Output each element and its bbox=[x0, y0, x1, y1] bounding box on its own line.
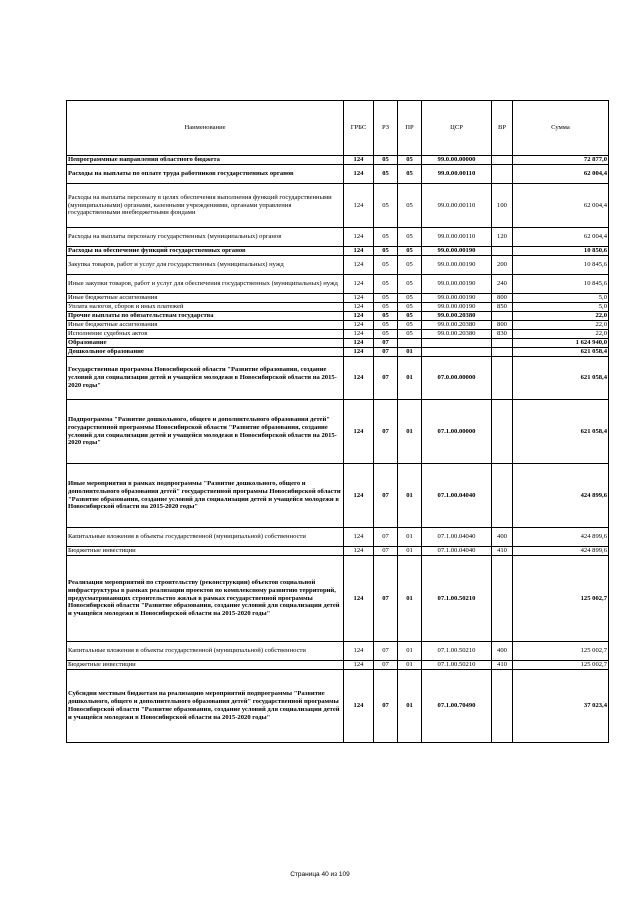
row-name: Подпрограмма "Развитие дошкольного, общего и дополнительного образования детей" государственной программы Новосибирской области "Развитие образования, создание условий для социализации детей и учащейся молодежи в Новосибирской области на 2015-2020 годы" bbox=[67, 400, 344, 464]
row-csr: 99.0.00.00110 bbox=[422, 184, 492, 228]
row-name: Капитальные вложения в объекты государственной (муниципальной) собственности bbox=[67, 642, 344, 661]
row-pr: 01 bbox=[398, 400, 422, 464]
row-vr bbox=[492, 339, 513, 348]
row-pr: 01 bbox=[398, 547, 422, 556]
row-sum: 22,0 bbox=[513, 321, 609, 330]
row-grbs: 124 bbox=[344, 528, 374, 547]
row-name: Капитальные вложения в объекты государственной (муниципальной) собственности bbox=[67, 528, 344, 547]
row-rz: 05 bbox=[374, 184, 398, 228]
row-name: Иные бюджетные ассигнования bbox=[67, 294, 344, 303]
row-rz: 07 bbox=[374, 357, 398, 400]
row-pr: 01 bbox=[398, 661, 422, 670]
row-sum: 621 058,4 bbox=[513, 348, 609, 357]
row-grbs: 124 bbox=[344, 294, 374, 303]
row-name: Образование bbox=[67, 339, 344, 348]
row-csr: 99.0.00.20380 bbox=[422, 321, 492, 330]
row-rz: 07 bbox=[374, 556, 398, 642]
row-rz: 07 bbox=[374, 464, 398, 528]
row-vr bbox=[492, 165, 513, 184]
row-vr: 410 bbox=[492, 547, 513, 556]
row-vr: 120 bbox=[492, 228, 513, 247]
row-grbs: 124 bbox=[344, 312, 374, 321]
row-name: Субсидии местным бюджетам на реализацию мероприятий подпрограммы "Развитие дошкольного, общего и дополнительного образования детей" государственной программы Новосибирской области "Развитие образования, создание условий для социализации детей и учащейся молодежи в Новосибирской области на 2015-2020 годы" bbox=[67, 670, 344, 743]
row-vr: 400 bbox=[492, 528, 513, 547]
row-csr: 07.1.00.00000 bbox=[422, 400, 492, 464]
row-name: Уплата налогов, сборов и иных платежей bbox=[67, 303, 344, 312]
row-csr bbox=[422, 348, 492, 357]
row-grbs: 124 bbox=[344, 228, 374, 247]
row-vr bbox=[492, 156, 513, 165]
row-pr: 05 bbox=[398, 321, 422, 330]
row-pr: 05 bbox=[398, 294, 422, 303]
row-sum: 10 845,6 bbox=[513, 275, 609, 294]
row-name: Бюджетные инвестиции bbox=[67, 661, 344, 670]
row-grbs: 124 bbox=[344, 303, 374, 312]
row-rz: 05 bbox=[374, 228, 398, 247]
row-sum: 10 845,6 bbox=[513, 256, 609, 275]
row-rz: 05 bbox=[374, 256, 398, 275]
row-pr: 05 bbox=[398, 303, 422, 312]
row-rz: 05 bbox=[374, 156, 398, 165]
row-pr: 01 bbox=[398, 670, 422, 743]
row-rz: 05 bbox=[374, 294, 398, 303]
row-name: Расходы на обеспечение функций государственных органов bbox=[67, 247, 344, 256]
table-row bbox=[67, 400, 609, 464]
row-pr: 01 bbox=[398, 348, 422, 357]
row-sum: 621 058,4 bbox=[513, 400, 609, 464]
row-sum: 5,0 bbox=[513, 303, 609, 312]
row-pr: 05 bbox=[398, 184, 422, 228]
table-row bbox=[67, 228, 609, 247]
row-name: Иные бюджетные ассигнования bbox=[67, 321, 344, 330]
row-csr: 07.1.00.50210 bbox=[422, 661, 492, 670]
row-name: Непрограммные направления областного бюджета bbox=[67, 156, 344, 165]
row-sum: 22,0 bbox=[513, 312, 609, 321]
row-csr: 99.0.00.00190 bbox=[422, 294, 492, 303]
row-name: Иные закупки товаров, работ и услуг для обеспечения государственных (муниципальных) нужд bbox=[67, 275, 344, 294]
row-vr: 410 bbox=[492, 661, 513, 670]
header-grbs: ГРБС bbox=[344, 101, 374, 156]
row-sum: 62 004,4 bbox=[513, 165, 609, 184]
table-row bbox=[67, 247, 609, 256]
row-rz: 05 bbox=[374, 321, 398, 330]
row-grbs: 124 bbox=[344, 556, 374, 642]
row-sum: 37 023,4 bbox=[513, 670, 609, 743]
row-grbs: 124 bbox=[344, 156, 374, 165]
table-row bbox=[67, 528, 609, 547]
row-rz: 07 bbox=[374, 339, 398, 348]
row-grbs: 124 bbox=[344, 256, 374, 275]
row-rz: 07 bbox=[374, 547, 398, 556]
table-row bbox=[67, 330, 609, 339]
table-row bbox=[67, 312, 609, 321]
row-pr bbox=[398, 339, 422, 348]
row-name: Бюджетные инвестиции bbox=[67, 547, 344, 556]
row-sum: 621 058,4 bbox=[513, 357, 609, 400]
row-name: Прочие выплаты по обязательствам государства bbox=[67, 312, 344, 321]
row-rz: 05 bbox=[374, 165, 398, 184]
row-sum: 1 624 940,0 bbox=[513, 339, 609, 348]
row-grbs: 124 bbox=[344, 275, 374, 294]
row-name: Расходы на выплаты по оплате труда работников государственных органов bbox=[67, 165, 344, 184]
table-row bbox=[67, 275, 609, 294]
row-grbs: 124 bbox=[344, 247, 374, 256]
row-vr bbox=[492, 464, 513, 528]
table-row bbox=[67, 547, 609, 556]
row-vr bbox=[492, 670, 513, 743]
row-pr: 05 bbox=[398, 165, 422, 184]
table-row bbox=[67, 670, 609, 743]
table-row bbox=[67, 294, 609, 303]
row-csr: 07.1.00.50210 bbox=[422, 642, 492, 661]
header-csr: ЦСР bbox=[422, 101, 492, 156]
row-sum: 125 002,7 bbox=[513, 661, 609, 670]
row-rz: 07 bbox=[374, 528, 398, 547]
row-rz: 07 bbox=[374, 348, 398, 357]
row-pr: 05 bbox=[398, 256, 422, 275]
row-rz: 05 bbox=[374, 247, 398, 256]
row-grbs: 124 bbox=[344, 400, 374, 464]
row-rz: 05 bbox=[374, 312, 398, 321]
row-grbs: 124 bbox=[344, 642, 374, 661]
row-csr: 99.0.00.00110 bbox=[422, 228, 492, 247]
table-row bbox=[67, 642, 609, 661]
row-csr: 99.0.00.00190 bbox=[422, 247, 492, 256]
row-csr: 07.0.00.00000 bbox=[422, 357, 492, 400]
row-sum: 22,0 bbox=[513, 330, 609, 339]
row-sum: 10 850,6 bbox=[513, 247, 609, 256]
row-rz: 07 bbox=[374, 670, 398, 743]
row-grbs: 124 bbox=[344, 348, 374, 357]
row-csr: 07.1.00.04040 bbox=[422, 528, 492, 547]
row-rz: 07 bbox=[374, 661, 398, 670]
header-pr: ПР bbox=[398, 101, 422, 156]
row-csr: 99.0.00.00000 bbox=[422, 156, 492, 165]
row-csr: 07.1.00.50210 bbox=[422, 556, 492, 642]
row-name: Иные мероприятия в рамках подпрограммы "Развитие дошкольного, общего и дополнительного образования детей" государственной программы Новосибирской области "Развитие образования, создание условий для социализации детей и учащейся молодежи в Новосибирской области на 2015-2020 годы" bbox=[67, 464, 344, 528]
row-grbs: 124 bbox=[344, 165, 374, 184]
row-vr: 800 bbox=[492, 294, 513, 303]
row-pr: 01 bbox=[398, 556, 422, 642]
row-pr: 05 bbox=[398, 275, 422, 294]
table-row bbox=[67, 661, 609, 670]
table-row bbox=[67, 321, 609, 330]
table-row bbox=[67, 348, 609, 357]
row-grbs: 124 bbox=[344, 464, 374, 528]
header-sum: Сумма bbox=[513, 101, 609, 156]
row-sum: 72 877,0 bbox=[513, 156, 609, 165]
row-vr bbox=[492, 348, 513, 357]
row-csr: 99.0.00.00110 bbox=[422, 165, 492, 184]
row-grbs: 124 bbox=[344, 184, 374, 228]
row-csr: 99.0.00.00190 bbox=[422, 256, 492, 275]
table-row bbox=[67, 184, 609, 228]
table-row bbox=[67, 339, 609, 348]
row-vr bbox=[492, 556, 513, 642]
row-rz: 07 bbox=[374, 400, 398, 464]
row-vr bbox=[492, 247, 513, 256]
header-vr: ВР bbox=[492, 101, 513, 156]
table-row bbox=[67, 156, 609, 165]
row-grbs: 124 bbox=[344, 321, 374, 330]
row-grbs: 124 bbox=[344, 357, 374, 400]
row-vr bbox=[492, 357, 513, 400]
row-grbs: 124 bbox=[344, 670, 374, 743]
row-vr: 200 bbox=[492, 256, 513, 275]
row-vr bbox=[492, 312, 513, 321]
row-name: Дошкольное образование bbox=[67, 348, 344, 357]
row-csr: 99.0.00.20380 bbox=[422, 312, 492, 321]
row-name: Реализация мероприятий по строительству (реконструкции) объектов социальной инфраструктуры в рамках реализации проектов по комплексному развитию территорий, предусматривающих строительство жилья в рамках государственной программы Новосибирской области "Развитие образования, создание условий для социализации детей и учащейся молодежи в Новосибирской области на 2015-2020 годы" bbox=[67, 556, 344, 642]
table-row bbox=[67, 165, 609, 184]
budget-table bbox=[66, 100, 609, 743]
row-sum: 5,0 bbox=[513, 294, 609, 303]
row-sum: 62 004,4 bbox=[513, 228, 609, 247]
row-rz: 05 bbox=[374, 303, 398, 312]
page-footer: Страница 40 из 109 bbox=[290, 871, 350, 878]
row-grbs: 124 bbox=[344, 339, 374, 348]
row-name: Расходы на выплаты персоналу в целях обеспечения выполнения функций государственными (муниципальными) органами, казенными учреждениями, органами управления государственными внебюджетными фондами bbox=[67, 184, 344, 228]
row-grbs: 124 bbox=[344, 661, 374, 670]
row-vr: 850 bbox=[492, 303, 513, 312]
row-csr bbox=[422, 339, 492, 348]
header-rz: РЗ bbox=[374, 101, 398, 156]
table-row bbox=[67, 256, 609, 275]
table-row bbox=[67, 357, 609, 400]
row-sum: 424 899,6 bbox=[513, 547, 609, 556]
row-rz: 05 bbox=[374, 330, 398, 339]
header-row bbox=[67, 101, 609, 156]
row-vr: 800 bbox=[492, 321, 513, 330]
row-sum: 125 002,7 bbox=[513, 556, 609, 642]
row-sum: 62 004,4 bbox=[513, 184, 609, 228]
row-vr: 240 bbox=[492, 275, 513, 294]
row-name: Государственная программа Новосибирской области "Развитие образования, создание условий для социализации детей и учащейся молодежи в Новосибирской области на 2015-2020 годы" bbox=[67, 357, 344, 400]
row-rz: 05 bbox=[374, 275, 398, 294]
header-name: Наименование bbox=[67, 101, 344, 156]
row-pr: 05 bbox=[398, 156, 422, 165]
row-pr: 05 bbox=[398, 312, 422, 321]
row-csr: 07.1.00.04040 bbox=[422, 464, 492, 528]
row-csr: 99.0.00.00190 bbox=[422, 303, 492, 312]
row-sum: 424 899,6 bbox=[513, 464, 609, 528]
row-pr: 01 bbox=[398, 642, 422, 661]
row-csr: 99.0.00.00190 bbox=[422, 275, 492, 294]
table-row bbox=[67, 556, 609, 642]
row-pr: 01 bbox=[398, 464, 422, 528]
row-name: Расходы на выплаты персоналу государственных (муниципальных) органов bbox=[67, 228, 344, 247]
row-pr: 01 bbox=[398, 528, 422, 547]
row-vr: 400 bbox=[492, 642, 513, 661]
table-row bbox=[67, 464, 609, 528]
row-vr: 100 bbox=[492, 184, 513, 228]
row-name: Исполнение судебных актов bbox=[67, 330, 344, 339]
row-pr: 05 bbox=[398, 228, 422, 247]
row-grbs: 124 bbox=[344, 547, 374, 556]
row-name: Закупка товаров, работ и услуг для государственных (муниципальных) нужд bbox=[67, 256, 344, 275]
row-rz: 07 bbox=[374, 642, 398, 661]
row-pr: 05 bbox=[398, 330, 422, 339]
row-sum: 125 002,7 bbox=[513, 642, 609, 661]
row-csr: 07.1.00.70490 bbox=[422, 670, 492, 743]
row-pr: 01 bbox=[398, 357, 422, 400]
row-pr: 05 bbox=[398, 247, 422, 256]
row-sum: 424 899,6 bbox=[513, 528, 609, 547]
row-vr: 830 bbox=[492, 330, 513, 339]
table-row bbox=[67, 303, 609, 312]
row-vr bbox=[492, 400, 513, 464]
row-grbs: 124 bbox=[344, 330, 374, 339]
row-csr: 99.0.00.20380 bbox=[422, 330, 492, 339]
row-csr: 07.1.00.04040 bbox=[422, 547, 492, 556]
